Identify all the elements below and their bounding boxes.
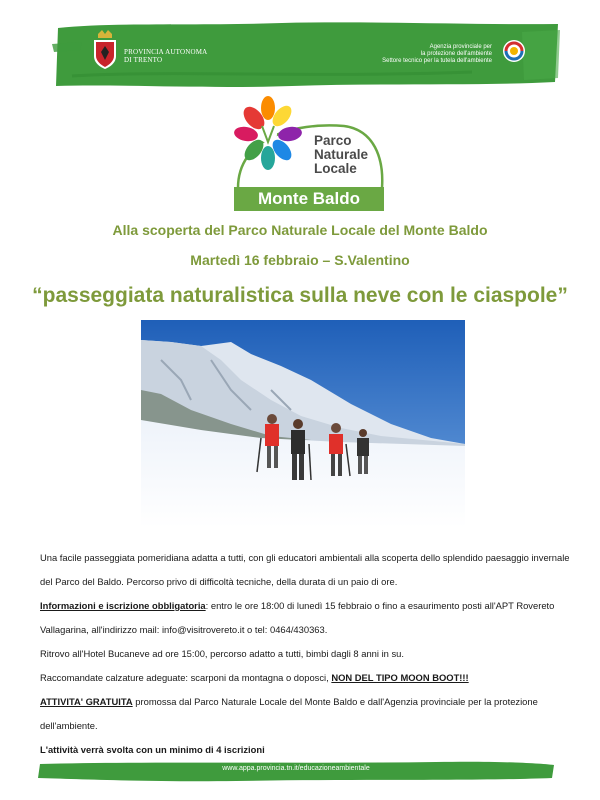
trentino-crest-icon bbox=[90, 30, 120, 70]
park-logo bbox=[232, 96, 388, 214]
event-description bbox=[40, 546, 572, 762]
event-heading: Alla scoperta del Parco Naturale Locale del Monte Baldo bbox=[112, 222, 488, 238]
footer-url-link[interactable]: www.appa.provincia.tn.it/educazioneambientale bbox=[222, 765, 370, 772]
province-name: PROVINCIA AUTONOMA DI TRENTO bbox=[124, 48, 208, 64]
meeting-paragraph: Ritrovo all'Hotel Bucaneve ad ore 15:00, percorso adatto a tutti, bimbi dagli 8 anni in su. bbox=[40, 648, 404, 659]
footwear-paragraph: Raccomandate calzature adeguate: scarponi da montagna o doposci, NON DEL TIPO MOON BOOT!!! bbox=[40, 672, 469, 683]
agency-name: Agenzia provinciale per la protezione dell'ambiente Settore tecnico per la tutela dell'ambiente bbox=[382, 44, 492, 64]
header-banner bbox=[52, 20, 562, 90]
event-title: “passeggiata naturalistica sulla neve con le ciaspole” bbox=[32, 284, 568, 307]
minimum-participants-note: L'attività verrà svolta con un minimo di 4 iscrizioni bbox=[40, 744, 265, 755]
event-date: Martedì 16 febbraio – S.Valentino bbox=[190, 252, 410, 268]
park-location-bar: Monte Baldo bbox=[234, 187, 384, 211]
info-paragraph: Informazioni e iscrizione obbligatoria: entro le ore 18:00 di lunedì 15 febbraio o fino a esaurimento posti all'APT Rovereto Vallagarina, all'indirizzo mail: info@visitrovereto.it o tel: 0464/430363. bbox=[40, 600, 555, 635]
flower-icon bbox=[232, 96, 312, 178]
snowshoe-hikers-photo bbox=[141, 320, 465, 528]
park-name: Parco Naturale Locale bbox=[314, 133, 369, 176]
free-activity-label: ATTIVITA' GRATUITA bbox=[40, 696, 133, 707]
info-label: Informazioni e iscrizione obbligatoria bbox=[40, 600, 206, 611]
moon-boot-warning: NON DEL TIPO MOON BOOT!!! bbox=[331, 672, 469, 683]
footer-banner bbox=[36, 760, 556, 782]
intro-paragraph: Una facile passeggiata pomeridiana adatta a tutti, con gli educatori ambientali alla scoperta dello splendido paesaggio invernale del Parco del Baldo. Percorso privo di difficoltà tecniche, della durata di un paio di ore. bbox=[40, 552, 570, 587]
free-activity-paragraph: ATTIVITA' GRATUITA promossa dal Parco Naturale Locale del Monte Baldo e dall'Agenzia provinciale per la protezione dell'ambiente. bbox=[40, 696, 538, 731]
appa-logo-icon bbox=[498, 38, 530, 64]
